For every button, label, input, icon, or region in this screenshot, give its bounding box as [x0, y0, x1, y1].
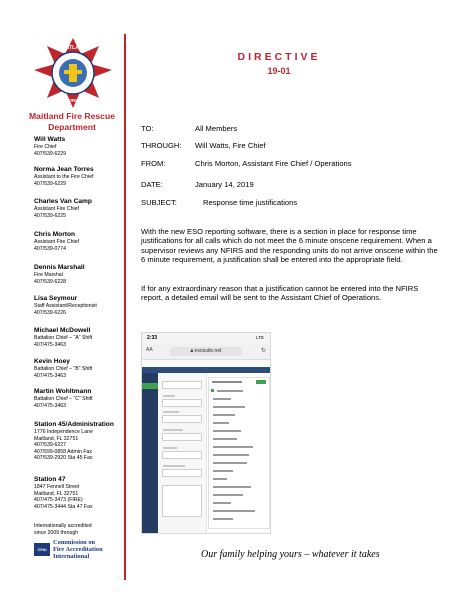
- justification-dropdown-panel: [208, 377, 270, 529]
- staff-entry: Will Watts Fire Chief 407/539-6229: [34, 136, 67, 157]
- staff-entry: Norma Jean Torres Assistant to the Fire Chief 407/539-6229: [34, 166, 94, 187]
- tagline: Our family helping yours – whatever it takes: [201, 549, 380, 560]
- through-value: Will Watts, Fire Chief: [195, 141, 266, 150]
- date-label: DATE:: [141, 180, 163, 189]
- directive-number: 19-01: [267, 66, 291, 76]
- app-form-column: [158, 373, 207, 533]
- staff-entry: Lisa Seymour Staff Assistant/Receptionist 407/539-6226: [34, 295, 97, 316]
- staff-entry: Michael McDowell Battalion Chief – “A” Shift 407/475-3463: [34, 327, 93, 348]
- browser-url-bar: [142, 344, 270, 360]
- cfai-logo: [34, 540, 124, 560]
- text-size-control: AA: [146, 347, 153, 353]
- cfai-name: Commission on Fire Accreditation International: [53, 539, 103, 560]
- staff-entry: Martin Wohltmann Battalion Chief – “C” Shift 407/475-3463: [34, 388, 93, 409]
- station-47-address: Station 47 1847 Fennell Street Maitland, FL 32751 407/475-3473 (FIRE) 407/475-3444 Sta 47 Fax: [34, 476, 93, 510]
- app-nav-sidebar: [142, 373, 158, 533]
- staff-entry: Kevin Hoey Battalion Chief – “B” Shift 407/475-3463: [34, 358, 93, 379]
- svg-text:FLORIDA: FLORIDA: [63, 98, 83, 103]
- from-value: Chris Morton, Assistant Fire Chief / Operations: [195, 159, 352, 168]
- staff-entry: Dennis Marshall Fire Marshal 407/539-6228: [34, 264, 85, 285]
- to-label: TO:: [141, 124, 154, 133]
- sidebar-divider: [124, 34, 126, 580]
- eso-phone-screenshot: [141, 332, 271, 534]
- body-paragraph: With the new ESO reporting software, there is a section in place for response time justifications for all calls which do not meet the 6 minute onscene requirement. When a supervisor reviews any NFIRS and the responding units do not arrive onscene within the 6 minute requirement, a justification shall be entered into the appropriate field.: [141, 227, 438, 265]
- svg-text:MAITLAND: MAITLAND: [59, 45, 87, 51]
- body-paragraph: If for any extraordinary reason that a justification cannot be entered into the NFIRS report, a detailed email will be sent to the Assistant Chief of Operations.: [141, 284, 419, 303]
- through-label: THROUGH:: [141, 141, 182, 150]
- station-45-address: Station 45/Administration 1776 Independence Lane Maitland, FL 32751 407/539-6227 407/599-0858 Admin Fax 407/539-2920 Sta 45 Fax: [34, 421, 114, 462]
- lock-icon: 🔒︎: [190, 348, 194, 354]
- reload-icon: ↻: [260, 348, 266, 354]
- accreditation-text: Internationally accredited since 2009 through: [34, 523, 92, 536]
- subject-label: SUBJECT:: [141, 198, 177, 207]
- date-value: January 14, 2019: [195, 180, 254, 189]
- directive-title: DIRECTIVE: [237, 51, 321, 63]
- signal-indicator: LTE: [256, 335, 264, 340]
- from-label: FROM:: [141, 159, 166, 168]
- subject-value: Response time justifications: [203, 198, 298, 207]
- phone-time: 2:33: [147, 335, 158, 341]
- staff-entry: Chris Morton Assistant Fire Chief 407/539-0774: [34, 231, 79, 252]
- staff-entry: Charles Van Camp Assistant Fire Chief 407/539-6225: [34, 198, 92, 219]
- eso-app-view: [142, 367, 270, 533]
- phone-status-bar: [142, 333, 270, 344]
- department-name: Maitland Fire Rescue Department: [29, 111, 115, 132]
- to-value: All Members: [195, 124, 238, 133]
- cfai-badge: CFAI: [34, 543, 50, 556]
- url-field: 🔒︎ esosuite.net: [170, 347, 242, 356]
- maitland-fire-rescue-logo: [30, 36, 116, 110]
